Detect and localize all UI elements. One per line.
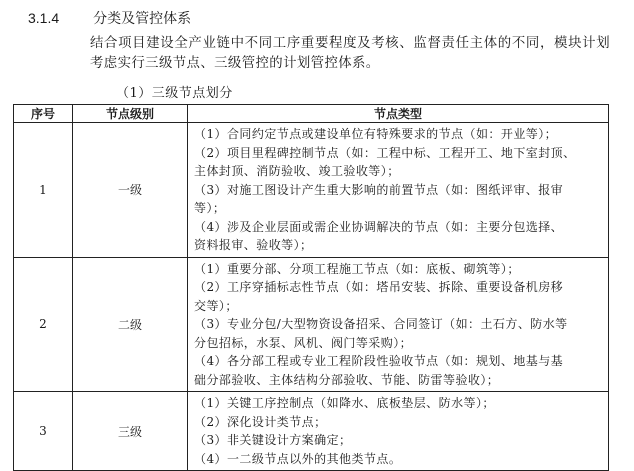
type-line: （4）涉及企业层面或需企业协调解决的节点（如：主要分包选择、 [194, 219, 564, 234]
row-types [188, 392, 609, 471]
row-index: 2 [14, 257, 73, 392]
type-line: （1）重要分部、分项工程施工节点（如：底板、砌筑等）； [194, 261, 520, 276]
type-line: （3）对施工图设计产生重大影响的前置节点（如：图纸评审、报审 [194, 182, 564, 197]
subsection-title: （1）三级节点划分 [116, 86, 233, 101]
row-types [188, 123, 609, 258]
type-line: （4）一二级节点以外的其他类节点。 [194, 451, 402, 466]
row-level: 三级 [73, 392, 188, 471]
row-level: 二级 [73, 257, 188, 392]
type-line: 础分部验收、主体结构分部验收、节能、防雷等验收）； [194, 372, 500, 387]
table-header-row [14, 105, 609, 123]
header-level: 节点级别 [73, 105, 188, 123]
type-line: （1）关键工序控制点（如降水、底板垫层、防水等）； [194, 396, 495, 410]
intro-paragraph: 结合项目建设全产业链中不同工序重要程度及考核、监督责任主体的不同，模块计划考虑实行三级节点、三级管控的计划管控体系。 [90, 36, 610, 71]
type-line: 交等）； [194, 298, 238, 313]
section-heading [28, 8, 191, 28]
row-index: 3 [14, 392, 73, 471]
type-line: （4）各分部工程或专业工程阶段性验收节点（如：规划、地基与基 [194, 354, 564, 368]
table-row [14, 392, 609, 471]
section-title: 分类及管控体系 [93, 11, 192, 27]
row-index: 1 [14, 123, 73, 258]
row-types [188, 257, 609, 392]
table-row [14, 257, 609, 392]
type-line: （2）工序穿插标志性节点（如：塔吊安装、拆除、重要设备机房移 [194, 280, 564, 294]
type-line: 资料报审、验收等）； [194, 238, 313, 252]
type-line: 等）； [194, 201, 226, 215]
section-number: 3.1.4 [28, 10, 60, 26]
type-line: （3）非关键设计方案确定； [194, 433, 352, 447]
type-line: （2）深化设计类节点； [194, 414, 327, 429]
type-line: （3）专业分包/大型物资设备招采、合同签订（如：土石方、防水等 [194, 317, 568, 331]
table-row [14, 123, 609, 258]
type-line: （1）合同约定节点或建设单位有特殊要求的节点（如：开业等）； [194, 127, 558, 141]
header-index: 序号 [14, 105, 73, 123]
node-classification-table [13, 104, 609, 471]
type-line: （2）项目里程碑控制节点（如：工程中标、工程开工、地下室封顶、 [194, 145, 576, 160]
header-type: 节点类型 [188, 105, 609, 123]
type-line: 主体封顶、消防验收、竣工验收等）； [194, 164, 400, 178]
type-line: 分包招标，水泵、风机、阀门等采购）； [194, 335, 413, 350]
row-level: 一级 [73, 123, 188, 258]
